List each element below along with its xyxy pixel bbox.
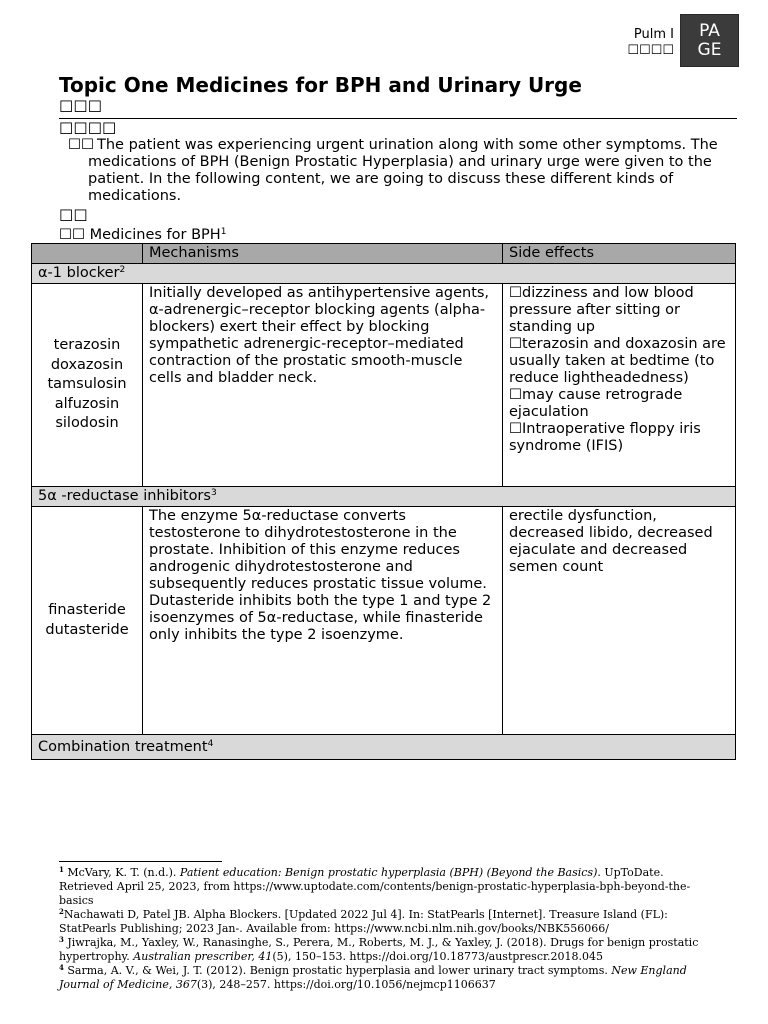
- header-cell-side-effects: Side effects: [503, 244, 736, 264]
- side-effect-item: ☐may cause retrograde ejaculation: [509, 387, 683, 420]
- footnote-item: [59, 936, 719, 964]
- footnote-number: 4: [59, 963, 64, 972]
- footnote-item: [59, 908, 719, 936]
- group-row-alpha-blocker: [32, 264, 736, 284]
- document-title: Topic One Medicines for BPH and Urinary Urge: [59, 73, 582, 97]
- course-label: Pulm I: [633, 27, 674, 42]
- footnote-text: (5), 150–153. https://doi.org/10.18773/austprescr.2018.045: [272, 950, 604, 963]
- footnote-number: 1: [59, 865, 64, 874]
- group-ref: 2: [119, 265, 126, 275]
- footnote-text: Sarma, A. V., & Wei, J. T. (2012). Benign prostatic hyperplasia and lower urinary tract symptoms.: [67, 964, 612, 977]
- intro-text: The patient was experiencing urgent urination along with some other symptoms. The medications of BPH (Benign Prostatic Hyperplasia) and urinary urge were given to the patient. In the following content, we are going to discuss these different kinds of medications.: [88, 137, 718, 204]
- footnote-text: Nachawati D, Patel JB. Alpha Blockers. [Updated 2022 Jul 4]. In: StatPearls [Internet]. Treasure Island (FL): StatPearls Publishing; 2023 Jan-. Available from: https://www.ncbi.nlm.nih.gov/books/NBK556066/: [59, 908, 668, 935]
- footnote-text: McVary, K. T. (n.d.).: [67, 866, 180, 879]
- group-cell: [32, 264, 736, 284]
- footnote-text: Jiwrajka, M., Yaxley, W., Ranasinghe, S., Perera, M., Roberts, M. J., & Yaxley, J. (2018). Drugs for benign prostatic hypertrophy.: [59, 936, 699, 963]
- side-effect-item: ☐Intraoperative floppy iris syndrome (IFIS): [509, 421, 701, 454]
- drug-list-cell: [32, 284, 143, 487]
- medicines-table: [31, 243, 736, 760]
- drug-list-cell: [32, 507, 143, 735]
- side-effects-cell: [503, 507, 736, 735]
- group-row-combination: [32, 735, 736, 760]
- drug-name: terazosin: [53, 337, 121, 354]
- group-ref: 4: [207, 738, 214, 749]
- subtitle-1: ☐☐☐: [59, 97, 737, 119]
- group-cell: [32, 487, 736, 507]
- footnote-italic: New England Journal of Medicine, 367: [59, 964, 687, 991]
- side-effects-cell: [503, 284, 736, 487]
- course-sub-label: ☐☐☐☐: [627, 43, 674, 58]
- page-label: PAGE: [697, 20, 722, 60]
- drug-name: dutasteride: [45, 621, 129, 638]
- drug-name: doxazosin: [50, 356, 124, 373]
- footnote-number: 3: [59, 935, 64, 944]
- medicines-heading-ref: 1: [220, 227, 227, 237]
- side-effect-item: ☐dizziness and low blood pressure after sitting or standing up: [509, 285, 694, 335]
- intro-body: [59, 137, 739, 205]
- intro-marker: ☐☐: [68, 137, 94, 153]
- mechanism-cell: Initially developed as antihypertensive agents, α-adrenergic–receptor blocking agents (alpha-blockers) exert their effect by blocking sympathetic adrenergic-receptor–mediated contraction of the prostatic smooth-muscle cells and bladder neck.: [143, 284, 503, 487]
- header-text: [627, 14, 674, 59]
- page-header: [627, 14, 739, 67]
- medicines-heading-marker: ☐☐: [59, 227, 85, 243]
- group-name: α-1 blocker: [38, 265, 120, 281]
- medicines-heading-text: Medicines for BPH: [89, 227, 221, 243]
- group-name: Combination treatment: [38, 738, 208, 755]
- group-name: 5α -reductase inhibitors: [38, 488, 211, 504]
- header-cell-drug: [32, 244, 143, 264]
- subtitle-2: ☐☐☐☐: [59, 119, 117, 138]
- table-row: [32, 507, 736, 735]
- intro-paragraph: [59, 137, 739, 205]
- footnote-text: . UpToDate. Retrieved April 25, 2023, from https://www.uptodate.com/contents/benign-prostatic-hyperplasia-bph-beyond-the-basics: [59, 866, 691, 907]
- footnotes: [59, 861, 719, 992]
- table-header-row: [32, 244, 736, 264]
- drug-name: finasteride: [48, 602, 126, 618]
- footnote-italic: Patient education: Benign prostatic hyperplasia (BPH) (Beyond the Basics): [179, 866, 598, 879]
- drug-name: tamsulosin: [47, 376, 127, 393]
- drug-name: alfuzosin: [54, 395, 120, 412]
- footnote-item: [59, 866, 719, 908]
- side-effect-item: erectile dysfunction, decreased libido, decreased ejaculate and decreased semen count: [509, 508, 713, 575]
- page-number-box: [680, 14, 739, 67]
- group-ref: 3: [210, 488, 217, 498]
- group-cell: [32, 735, 736, 760]
- footnote-text: (3), 248–257. https://doi.org/10.1056/nejmcp1106637: [196, 978, 496, 991]
- footnote-italic: Australian prescriber, 41: [133, 950, 273, 963]
- footnote-number: 2: [59, 907, 64, 916]
- medicines-heading: [59, 226, 226, 244]
- table-row: [32, 284, 736, 487]
- group-row-5a-reductase: [32, 487, 736, 507]
- mechanism-cell: The enzyme 5α-reductase converts testosterone to dihydrotestosterone in the prostate. Inhibition of this enzyme reduces androgenic dihydrotestosterone and subsequently reduces prostatic tissue volume. Dutasteride inhibits both the type 1 and type 2 isoenzymes of 5α-reductase, while finasteride only inhibits the type 2 isoenzyme.: [143, 507, 503, 735]
- drug-name: silodosin: [55, 415, 119, 432]
- section-mark: ☐☐: [59, 206, 88, 225]
- footnote-divider: [59, 861, 222, 862]
- side-effect-item: ☐terazosin and doxazosin are usually taken at bedtime (to reduce lightheadedness): [509, 336, 726, 386]
- header-cell-mechanisms: Mechanisms: [143, 244, 503, 264]
- footnote-item: [59, 964, 719, 992]
